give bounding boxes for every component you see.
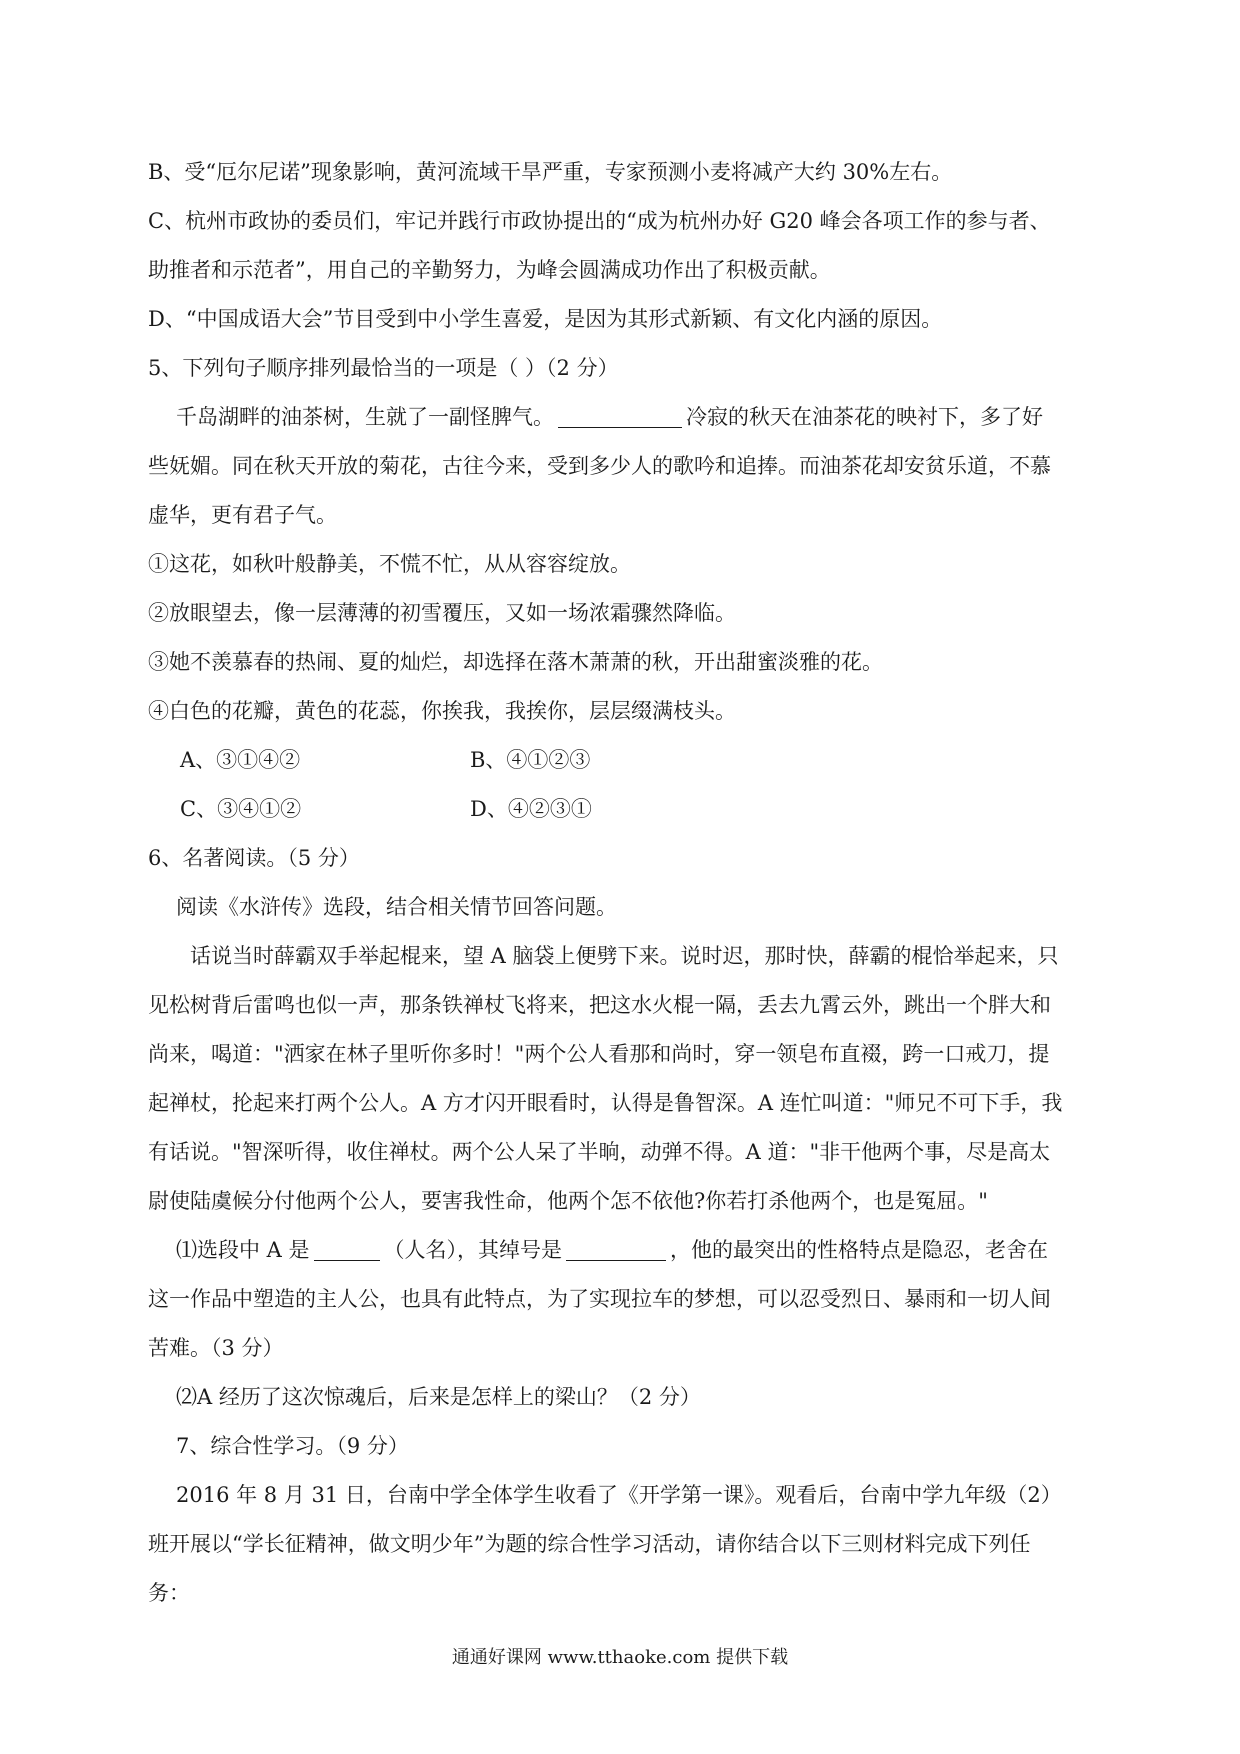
q5-option-c: C、③④①② — [180, 797, 302, 821]
q5-title: 5、下列句子顺序排列最恰当的一项是（ ）（2 分） — [148, 356, 619, 380]
q5-passage-line2: 些妩媚。同在秋天开放的菊花，古往今来，受到多少人的歌吟和追捧。而油茶花却安贫乐道，不慕 — [148, 454, 1051, 478]
q5-option-d: D、④②③① — [470, 797, 592, 821]
q6-title: 6、名著阅读。（5 分） — [148, 846, 360, 870]
q5-sentence-2: ②放眼望去，像一层薄薄的初雪覆压，又如一场浓霜骤然降临。 — [148, 601, 736, 625]
q6-intro: 阅读《水浒传》选段，结合相关情节回答问题。 — [176, 895, 617, 919]
q6-passage-line3: 尚来，喝道："洒家在林子里听你多时！"两个公人看那和尚时，穿一领皂布直裰，跨一口戒刀，提 — [148, 1042, 1050, 1066]
document-page — [148, 148, 1098, 1618]
q6-sub1-text-b: （人名），其绰号是 — [383, 1238, 563, 1262]
q5-passage-line1-end: 冷寂的秋天在油茶花的映衬下，多了好 — [686, 405, 1043, 429]
q4-option-d: D、“中国成语大会”节目受到中小学生喜爱，是因为其形式新颖、有文化内涵的原因。 — [148, 307, 943, 331]
q6-passage-line5: 有话说。"智深听得，收住禅杖。两个公人呆了半晌，动弹不得。A 道："非干他两个事，尽是高太 — [148, 1140, 1051, 1164]
q4-option-c-line1: C、杭州市政协的委员们，牢记并践行市政协提出的“成为杭州办好 G20 峰会各项工作的参与者、 — [148, 209, 1051, 233]
q5-sentence-3: ③她不羡慕春的热闹、夏的灿烂，却选择在落木萧萧的秋，开出甜蜜淡雅的花。 — [148, 650, 883, 674]
q6-nickname-blank[interactable] — [566, 1236, 666, 1261]
q5-option-b: B、④①②③ — [470, 748, 591, 772]
q5-passage-line1 — [148, 393, 1098, 442]
q6-sub1-line3: 苦难。（3 分） — [148, 1336, 284, 1360]
q6-name-blank[interactable] — [314, 1236, 380, 1261]
q6-passage-line1: 话说当时薛霸双手举起棍来，望 A 脑袋上便劈下来。说时迟，那时快，薛霸的棍恰举起来，只 — [190, 944, 1059, 968]
q5-sentence-4: ④白色的花瓣，黄色的花蕊，你挨我，我挨你，层层缀满枝头。 — [148, 699, 736, 723]
page-footer: 通通好课网 www.tthaoke.com 提供下载 — [451, 1647, 789, 1668]
q6-passage-line6: 尉使陆虞候分付他两个公人，要害我性命，他两个怎不依他?你若打杀他两个，也是冤屈。" — [148, 1189, 988, 1213]
q5-option-a: A、③①④② — [180, 748, 301, 772]
q5-passage-line3: 虚华，更有君子气。 — [148, 503, 337, 527]
q7-passage-line1: 2016 年 8 月 31 日，台南中学全体学生收看了《开学第一课》。观看后，台南中学九年级（2） — [176, 1483, 1062, 1507]
q6-passage-line4: 起禅杖，抡起来打两个公人。A 方才闪开眼看时，认得是鲁智深。A 连忙叫道："师兄不可下手，我 — [148, 1091, 1063, 1115]
q6-sub1-text-a: ⑴选段中 A 是 — [176, 1238, 310, 1262]
q7-passage-line3: 务： — [148, 1581, 190, 1605]
q4-option-b: B、受“厄尔尼诺”现象影响，黄河流域干旱严重，专家预测小麦将减产大约 30%左右。 — [148, 160, 953, 184]
q5-options-row2 — [148, 785, 1098, 834]
q6-sub2: ⑵A 经历了这次惊魂后，后来是怎样上的梁山？（2 分） — [176, 1385, 701, 1409]
q5-sentence-1: ①这花，如秋叶般静美，不慌不忙，从从容容绽放。 — [148, 552, 631, 576]
q7-passage-line2: 班开展以“学长征精神，做文明少年”为题的综合性学习活动，请你结合以下三则材料完成下列任 — [148, 1532, 1031, 1556]
q5-options-row1 — [148, 736, 1098, 785]
q5-passage-line1-start: 千岛湖畔的油茶树，生就了一副怪脾气。 — [176, 405, 554, 429]
q6-sub1-text-c: ，他的最突出的性格特点是隐忍，老舍在 — [670, 1238, 1049, 1262]
q5-answer-blank[interactable] — [558, 403, 682, 428]
q6-passage-line2: 见松树背后雷鸣也似一声，那条铁禅杖飞将来，把这水火棍一隔，丢去九霄云外，跳出一个胖大和 — [148, 993, 1051, 1017]
q6-sub1-line1 — [148, 1226, 1098, 1275]
q7-title: 7、综合性学习。（9 分） — [176, 1434, 409, 1458]
q6-sub1-line2: 这一作品中塑造的主人公，也具有此特点，为了实现拉车的梦想，可以忍受烈日、暴雨和一切人间 — [148, 1287, 1051, 1311]
q4-option-c-line2: 助推者和示范者”，用自己的辛勤努力，为峰会圆满成功作出了积极贡献。 — [148, 258, 831, 282]
